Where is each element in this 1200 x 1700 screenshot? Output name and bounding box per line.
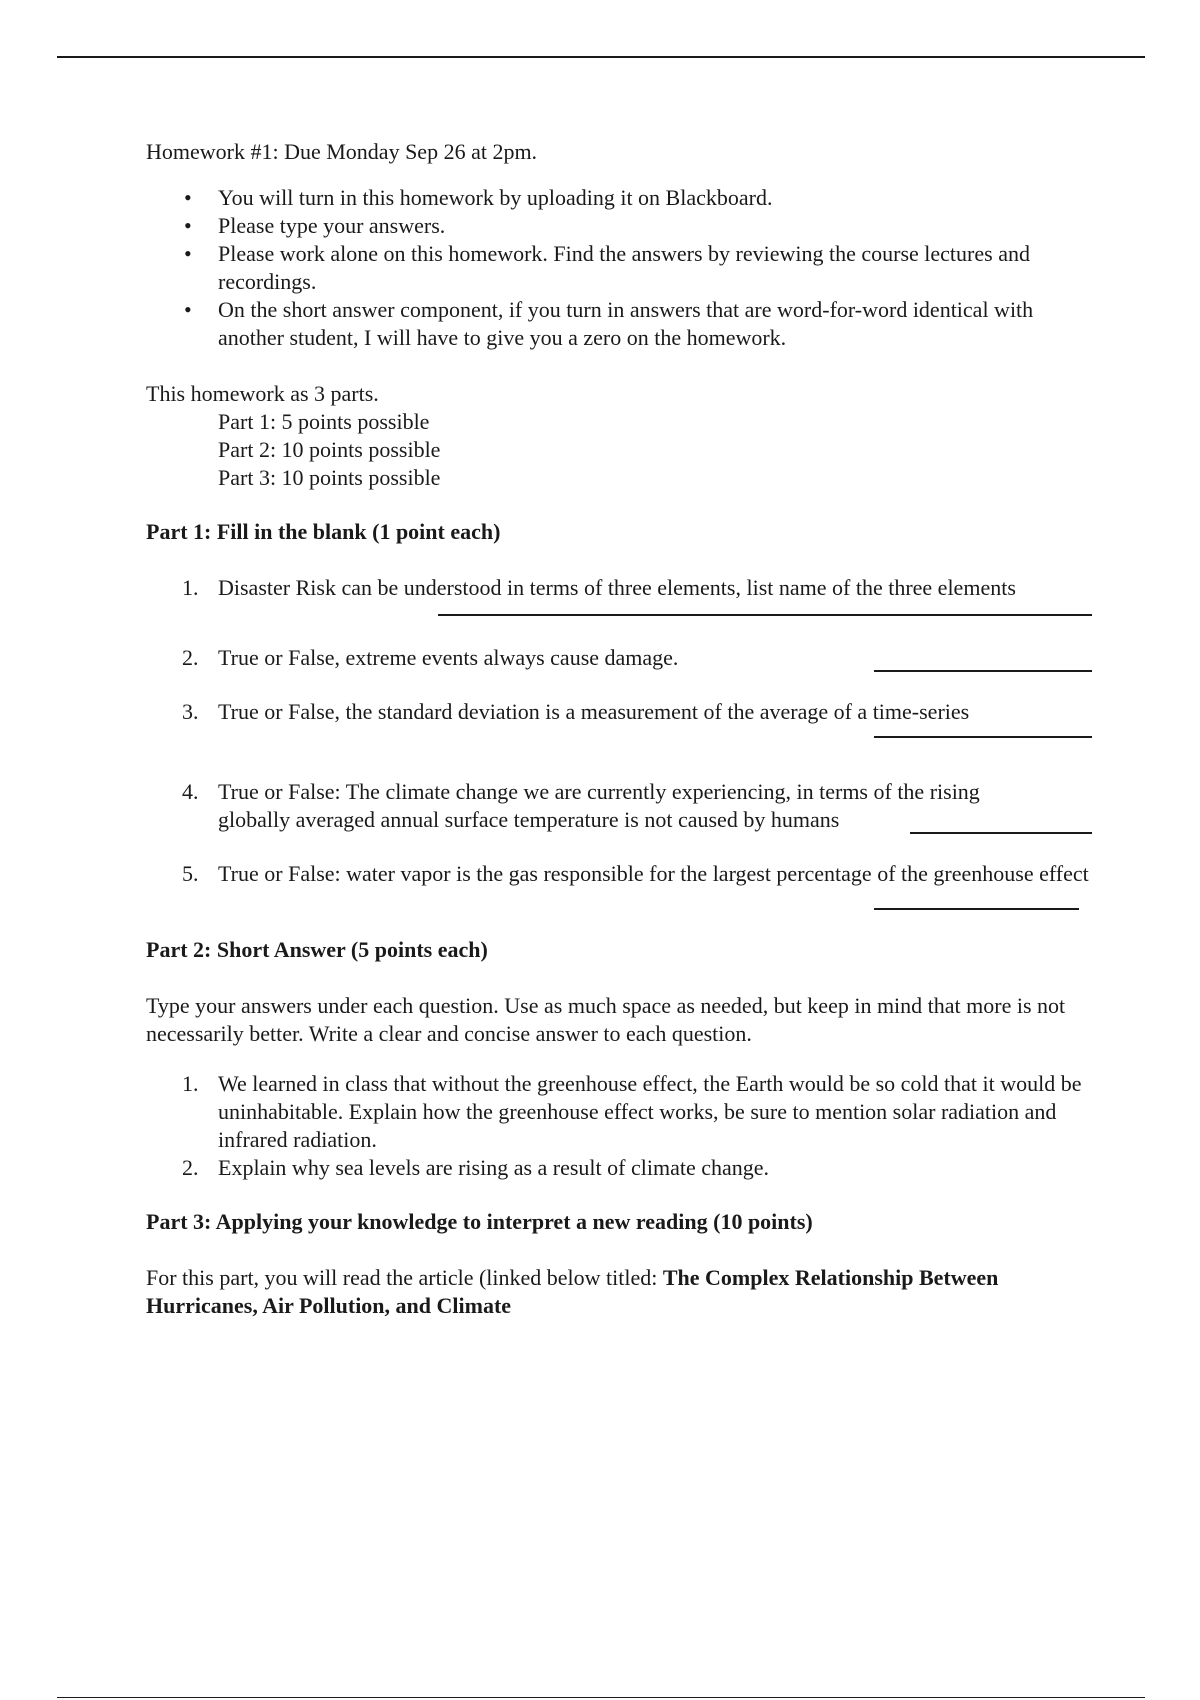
part1-questions: [146, 574, 1092, 910]
part3-intro: For this part, you will read the article (linked below titled: The Complex Relationship Between Hurricanes, Air Pollution, and Climate: [146, 1265, 999, 1318]
article-title[interactable]: The Complex Relationship Between Hurricanes, Air Pollution, and Climate: [146, 1265, 999, 1318]
part3-heading: Part 3: Applying your knowledge to interpret a new reading (10 points): [146, 1209, 813, 1234]
parts-list-item: Part 1: 5 points possible: [218, 409, 430, 434]
bottom-rule: [57, 1697, 1145, 1698]
bullet-icon: •: [184, 213, 192, 238]
part1-heading: Part 1: Fill in the blank (1 point each): [146, 519, 501, 544]
answer-blank[interactable]: [874, 736, 1092, 738]
parts-list-item: Part 3: 10 points possible: [218, 465, 441, 490]
answer-blank[interactable]: [874, 908, 1079, 910]
question-item: 1. Disaster Risk can be understood in terms of three elements, list name of the three elements: [146, 574, 1092, 616]
document-page: [146, 138, 1092, 1320]
bullet-icon: •: [184, 297, 192, 322]
answer-blank[interactable]: [438, 614, 1092, 616]
answer-blank[interactable]: [874, 669, 1092, 672]
homework-title: Homework #1: Due Monday Sep 26 at 2pm.: [146, 139, 538, 164]
question-item: 5. True or False: water vapor is the gas responsible for the largest percentage of the greenhouse effect: [146, 860, 1092, 910]
question-item: 1. We learned in class that without the greenhouse effect, the Earth would be so cold that it would be uninhabitable. Explain how the greenhouse effect works, be sure to mention solar radiation and infrared radiation.: [182, 1071, 1082, 1152]
bullet-icon: •: [184, 185, 192, 210]
instructions-list: [146, 184, 1092, 352]
part2-heading: Part 2: Short Answer (5 points each): [146, 937, 488, 962]
parts-list-item: Part 2: 10 points possible: [218, 437, 441, 462]
top-rule: [57, 56, 1145, 58]
question-item: 2. Explain why sea levels are rising as a result of climate change.: [182, 1155, 770, 1180]
question-item: 3. True or False, the standard deviation is a measurement of the average of a time-series: [146, 698, 1092, 738]
answer-blank[interactable]: [910, 831, 1092, 834]
instruction-item: • Please work alone on this homework. Find the answers by reviewing the course lectures and recordings.: [184, 241, 1030, 294]
part2-questions: [146, 1070, 1092, 1182]
instruction-item: • Please type your answers.: [184, 213, 446, 238]
bullet-icon: •: [184, 241, 192, 266]
part2-intro: Type your answers under each question. Use as much space as needed, but keep in mind that more is not necessarily better. Write a clear and concise answer to each question.: [146, 993, 1066, 1046]
instruction-item: • On the short answer component, if you turn in answers that are word-for-word identical with another student, I will have to give you a zero on the homework.: [184, 297, 1034, 350]
question-item: 2. True or False, extreme events always cause damage.: [146, 644, 1092, 672]
question-item: 4. True or False: The climate change we are currently experiencing, in terms of the rising globally averaged annual surface temperature is not caused by humans: [146, 778, 1092, 834]
instruction-item: • You will turn in this homework by uploading it on Blackboard.: [184, 185, 773, 210]
parts-intro: This homework as 3 parts.: [146, 381, 379, 406]
